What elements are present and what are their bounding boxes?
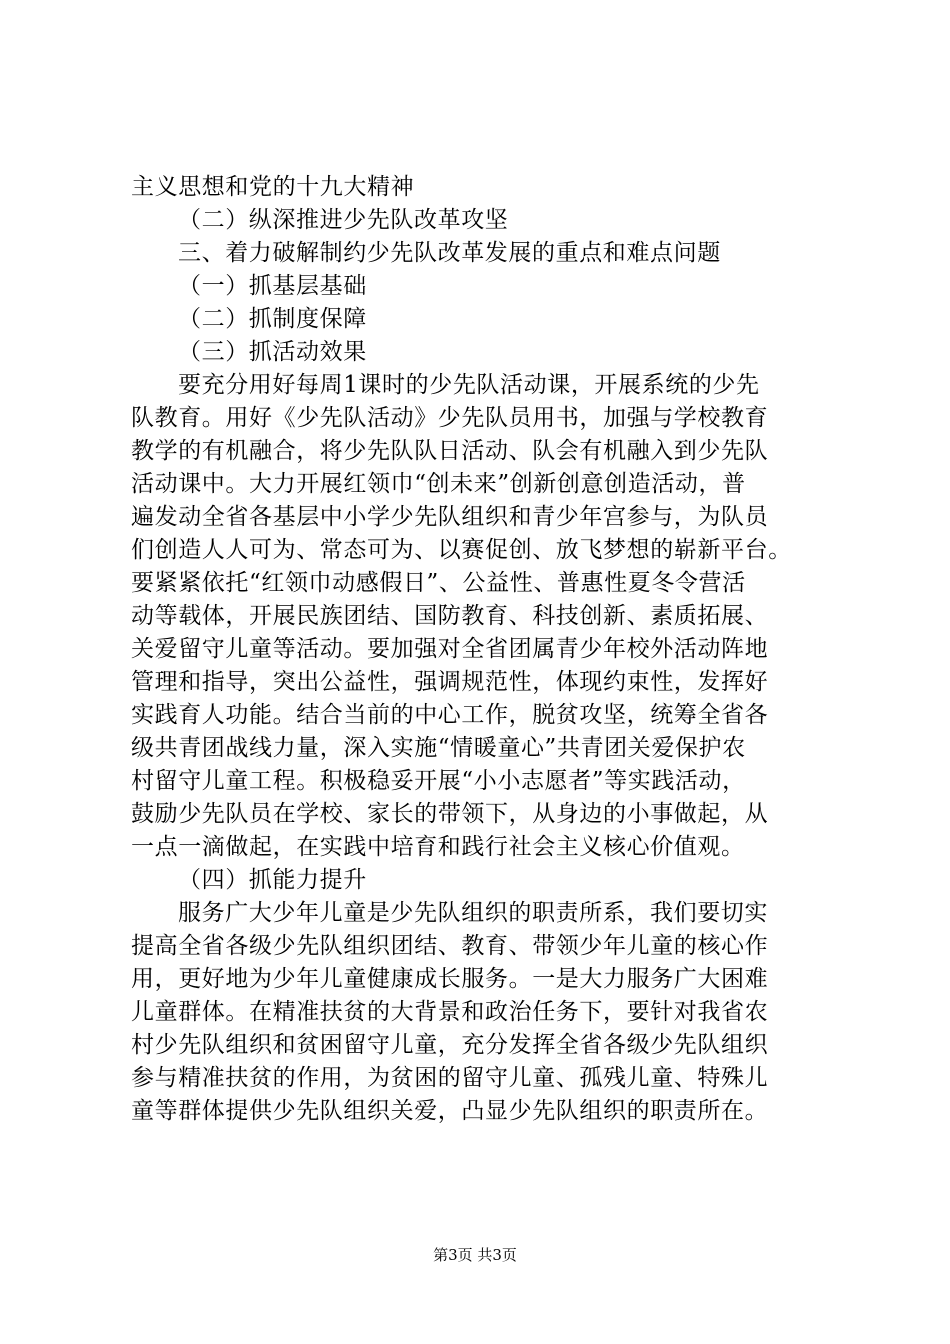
- text-line: 动等载体，开展民族团结、国防教育、科技创新、素质拓展、: [131, 603, 769, 629]
- text-line: 村少先队组织和贫困留守儿童，充分发挥全省各级少先队组织: [131, 1032, 769, 1058]
- text-line: 级共青团战线力量，深入实施“情暖童心”共青团关爱保护农: [131, 735, 746, 761]
- text-line: （二）抓制度保障: [178, 306, 367, 332]
- text-line: 提高全省各级少先队组织团结、教育、带领少年儿童的核心作: [131, 933, 769, 959]
- text-line: （四）抓能力提升: [178, 867, 367, 893]
- text-line: （一）抓基层基础: [178, 273, 367, 299]
- text-line: 三、着力破解制约少先队改革发展的重点和难点问题: [178, 240, 721, 266]
- text-line: 实践育人功能。结合当前的中心工作，脱贫攻坚，统筹全省各: [131, 702, 769, 728]
- page-footer: 第3页 共3页: [433, 1246, 517, 1264]
- text-line: 童等群体提供少先队组织关爱，凸显少先队组织的职责所在。: [131, 1098, 769, 1124]
- text-line: 村留守儿童工程。积极稳妥开展“小小志愿者”等实践活动，: [131, 768, 746, 794]
- text-line: 主义思想和党的十九大精神: [131, 174, 415, 200]
- text-line: （三）抓活动效果: [178, 339, 367, 365]
- text-line: 要紧紧依托“红领巾动感假日”、公益性、普惠性夏冬令营活: [131, 570, 746, 596]
- text-line: 关爱留守儿童等活动。要加强对全省团属青少年校外活动阵地: [131, 636, 769, 662]
- text-line: 一点一滴做起，在实践中培育和践行社会主义核心价值观。: [131, 834, 745, 860]
- text-line: 服务广大少年儿童是少先队组织的职责所系，我们要切实: [178, 900, 768, 926]
- text-line: 要充分用好每周1课时的少先队活动课，开展系统的少先: [178, 372, 760, 398]
- text-line: 鼓励少先队员在学校、家长的带领下，从身边的小事做起，从: [131, 801, 769, 827]
- text-line: 管理和指导，突出公益性，强调规范性，体现约束性，发挥好: [131, 669, 769, 695]
- text-line: 活动课中。大力开展红领巾“创未来”创新创意创造活动，普: [131, 471, 746, 497]
- text-line: 教学的有机融合，将少先队队日活动、队会有机融入到少先队: [131, 438, 769, 464]
- text-line: （二）纵深推进少先队改革攻坚: [178, 207, 509, 233]
- text-line: 用，更好地为少年儿童健康成长服务。一是大力服务广大困难: [131, 966, 769, 992]
- document-body: [131, 171, 831, 1128]
- text-line: 队教育。用好《少先队活动》少先队员用书，加强与学校教育: [131, 405, 769, 431]
- text-line: 们创造人人可为、常态可为、以赛促创、放飞梦想的崭新平台。: [131, 537, 792, 563]
- text-line: 儿童群体。在精准扶贫的大背景和政治任务下，要针对我省农: [131, 999, 769, 1025]
- text-line: 遍发动全省各基层中小学少先队组织和青少年宫参与，为队员: [131, 504, 769, 530]
- text-line: 参与精准扶贫的作用，为贫困的留守儿童、孤残儿童、特殊儿: [131, 1065, 769, 1091]
